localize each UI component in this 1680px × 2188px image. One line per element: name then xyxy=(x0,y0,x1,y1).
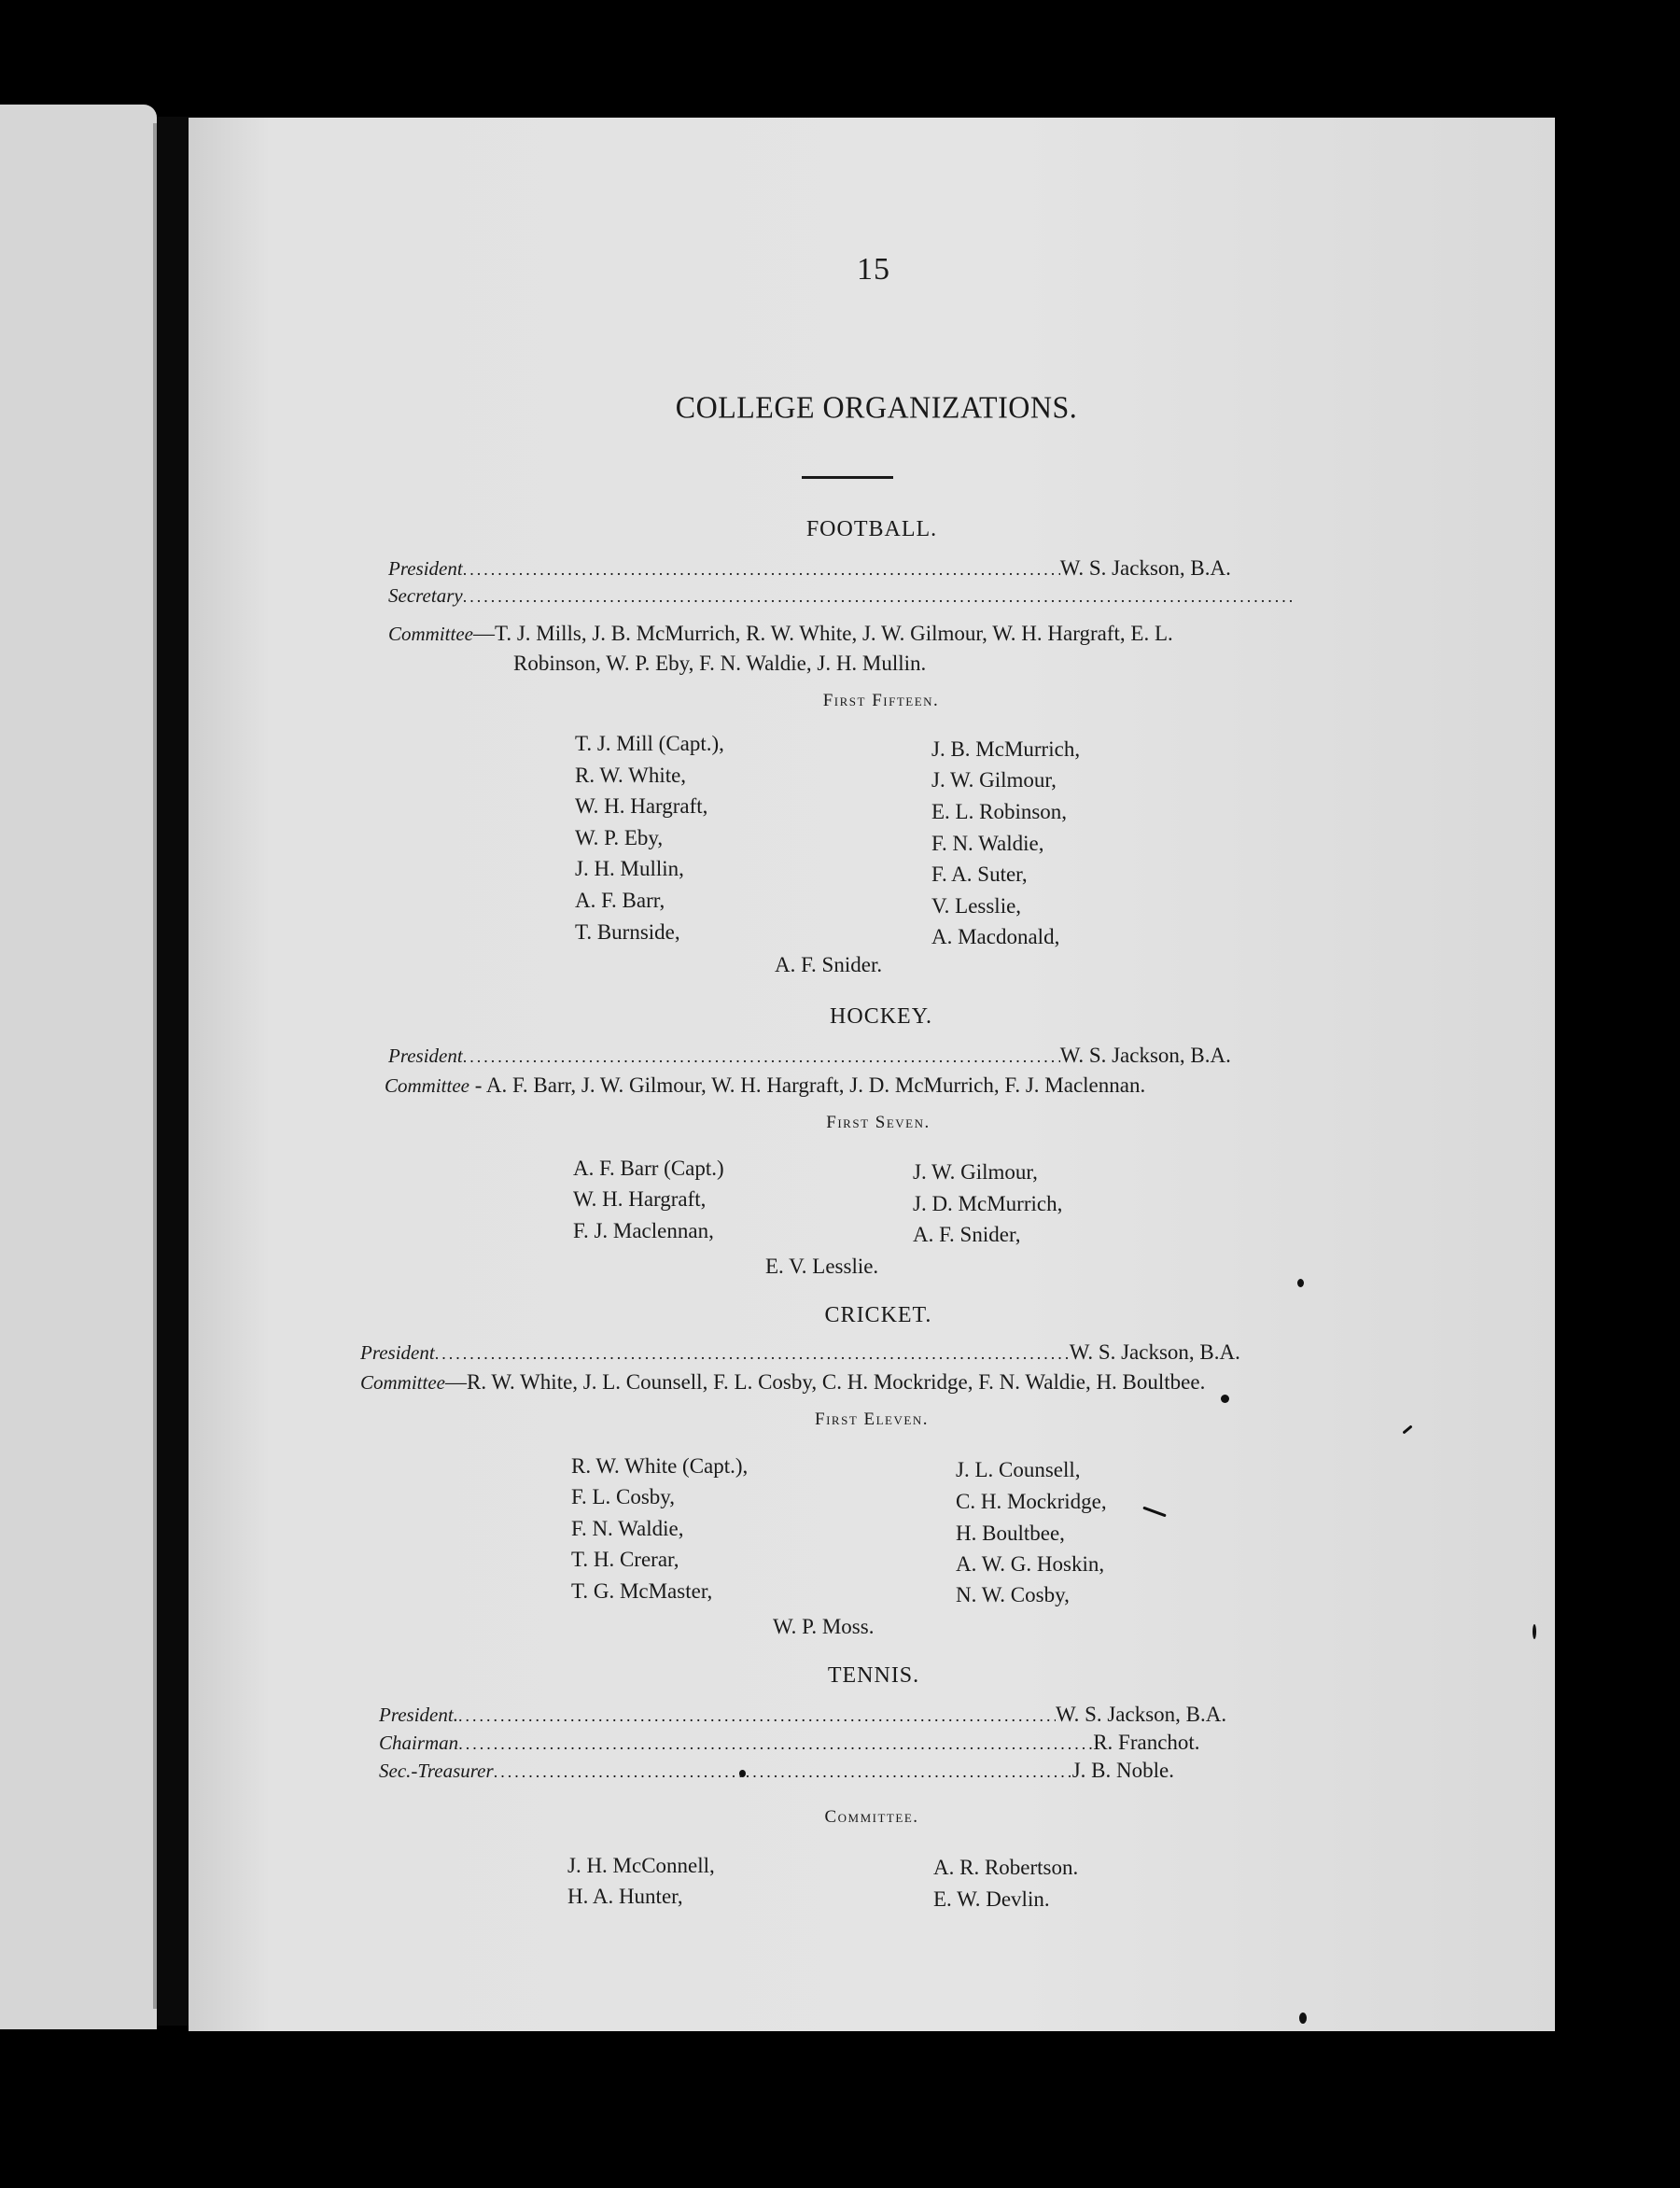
list-item: J. W. Gilmour, xyxy=(913,1160,1038,1184)
football-committee xyxy=(388,622,1173,646)
hockey-committee xyxy=(385,1073,1145,1098)
list-item: F. J. Maclennan, xyxy=(573,1219,714,1242)
list-item: T. J. Mill (Capt.), xyxy=(575,732,724,755)
hockey-president xyxy=(388,1044,1510,1068)
list-item: J. W. Gilmour, xyxy=(931,768,1057,792)
list-item: W. P. Moss. xyxy=(773,1615,875,1638)
committee-members: —R. W. White, J. L. Counsell, F. L. Cosby, C. H. Mockridge, F. N. Waldie, H. Boultbee. xyxy=(444,1370,1206,1394)
list-item: H. Boultbee, xyxy=(956,1522,1065,1545)
list-item: T. Burnside, xyxy=(575,920,680,944)
list-item: F. A. Suter, xyxy=(931,863,1028,886)
list-item: W. H. Hargraft, xyxy=(575,794,708,818)
book-binding xyxy=(157,117,189,2026)
title-divider xyxy=(802,476,893,479)
list-item: A. W. G. Hoskin, xyxy=(956,1552,1105,1576)
list-item: J. H. McConnell, xyxy=(567,1854,715,1877)
list-item: V. Lesslie, xyxy=(931,894,1022,918)
page-title: COLLEGE ORGANIZATIONS. xyxy=(675,389,1078,425)
tennis-heading: TENNIS. xyxy=(827,1663,920,1688)
president-label: President xyxy=(388,557,463,580)
list-item: C. H. Mockridge, xyxy=(956,1490,1107,1513)
list-item: J. L. Counsell, xyxy=(956,1458,1081,1481)
president-value: W. S. Jackson, B.A. xyxy=(1055,1703,1227,1726)
tennis-sec-treasurer xyxy=(379,1759,1398,1783)
list-item: T. H. Crerar, xyxy=(571,1548,679,1571)
list-item: A. F. Snider. xyxy=(775,953,883,976)
list-item: E. V. Lesslie. xyxy=(765,1255,879,1278)
football-president xyxy=(388,556,1508,581)
list-item: F. L. Cosby, xyxy=(571,1485,676,1508)
list-item: E. W. Devlin. xyxy=(933,1887,1050,1911)
list-item: F. N. Waldie, xyxy=(931,832,1044,855)
football-heading: FOOTBALL. xyxy=(805,517,938,541)
president-label: President. xyxy=(379,1704,458,1726)
president-label: President xyxy=(388,1045,463,1067)
list-item: F. N. Waldie, xyxy=(571,1517,684,1540)
list-item: R. W. White, xyxy=(575,764,687,787)
list-item: A. F. Barr (Capt.) xyxy=(573,1157,724,1180)
president-value: W. S. Jackson, B.A. xyxy=(1069,1340,1240,1364)
list-item: J. B. McMurrich, xyxy=(931,737,1081,761)
tennis-president xyxy=(379,1703,1497,1727)
hockey-team-heading: First Seven. xyxy=(826,1113,931,1132)
committee-members: - A. F. Barr, J. W. Gilmour, W. H. Hargraft, J. D. McMurrich, F. J. Maclennan. xyxy=(469,1073,1146,1097)
football-team-heading: First Fifteen. xyxy=(822,691,940,710)
list-item: E. L. Robinson, xyxy=(931,800,1068,823)
hockey-heading: HOCKEY. xyxy=(830,1004,932,1029)
list-item: W. H. Hargraft, xyxy=(573,1187,707,1211)
cricket-team-heading: First Eleven. xyxy=(815,1410,929,1429)
list-item: T. G. McMaster, xyxy=(571,1579,713,1603)
list-item: A. R. Robertson. xyxy=(933,1856,1079,1879)
football-secretary xyxy=(388,584,1294,608)
president-value: W. S. Jackson, B.A. xyxy=(1059,556,1231,580)
document-page xyxy=(189,118,1555,2031)
list-item: R. W. White (Capt.), xyxy=(571,1454,749,1478)
sec-treasurer-label: Sec.-Treasurer xyxy=(379,1760,494,1782)
president-value: W. S. Jackson, B.A. xyxy=(1059,1044,1231,1067)
tennis-chairman xyxy=(379,1731,1413,1755)
cricket-committee xyxy=(360,1370,1205,1395)
page-number: 15 xyxy=(857,252,890,287)
cricket-heading: CRICKET. xyxy=(824,1303,932,1327)
list-item: A. F. Barr, xyxy=(575,889,665,912)
committee-members: —T. J. Mills, J. B. McMurrich, R. W. White, J. W. Gilmour, W. H. Hargraft, E. L. xyxy=(472,622,1173,645)
football-committee-cont: Robinson, W. P. Eby, F. N. Waldie, J. H. Mullin. xyxy=(513,652,927,675)
list-item: J. H. Mullin, xyxy=(575,857,684,880)
list-item: J. D. McMurrich, xyxy=(913,1192,1063,1215)
committee-label: Committee xyxy=(360,1371,445,1394)
cricket-president xyxy=(360,1340,1484,1365)
list-item: N. W. Cosby, xyxy=(956,1583,1070,1606)
committee-label: Committee xyxy=(388,623,473,645)
secretary-label: Secretary xyxy=(388,584,463,607)
committee-label: Committee xyxy=(385,1074,469,1097)
chairman-value: R. Franchot. xyxy=(1093,1731,1200,1754)
list-item: A. F. Snider, xyxy=(913,1223,1021,1246)
facing-page-edge xyxy=(0,105,157,2029)
tennis-committee-heading: Committee. xyxy=(824,1807,919,1827)
list-item: A. Macdonald, xyxy=(931,925,1060,948)
chairman-label: Chairman xyxy=(379,1732,459,1754)
sec-treasurer-value: J. B. Noble. xyxy=(1071,1759,1174,1782)
president-label: President xyxy=(360,1341,435,1364)
list-item: H. A. Hunter, xyxy=(567,1885,683,1908)
list-item: W. P. Eby, xyxy=(575,826,664,849)
